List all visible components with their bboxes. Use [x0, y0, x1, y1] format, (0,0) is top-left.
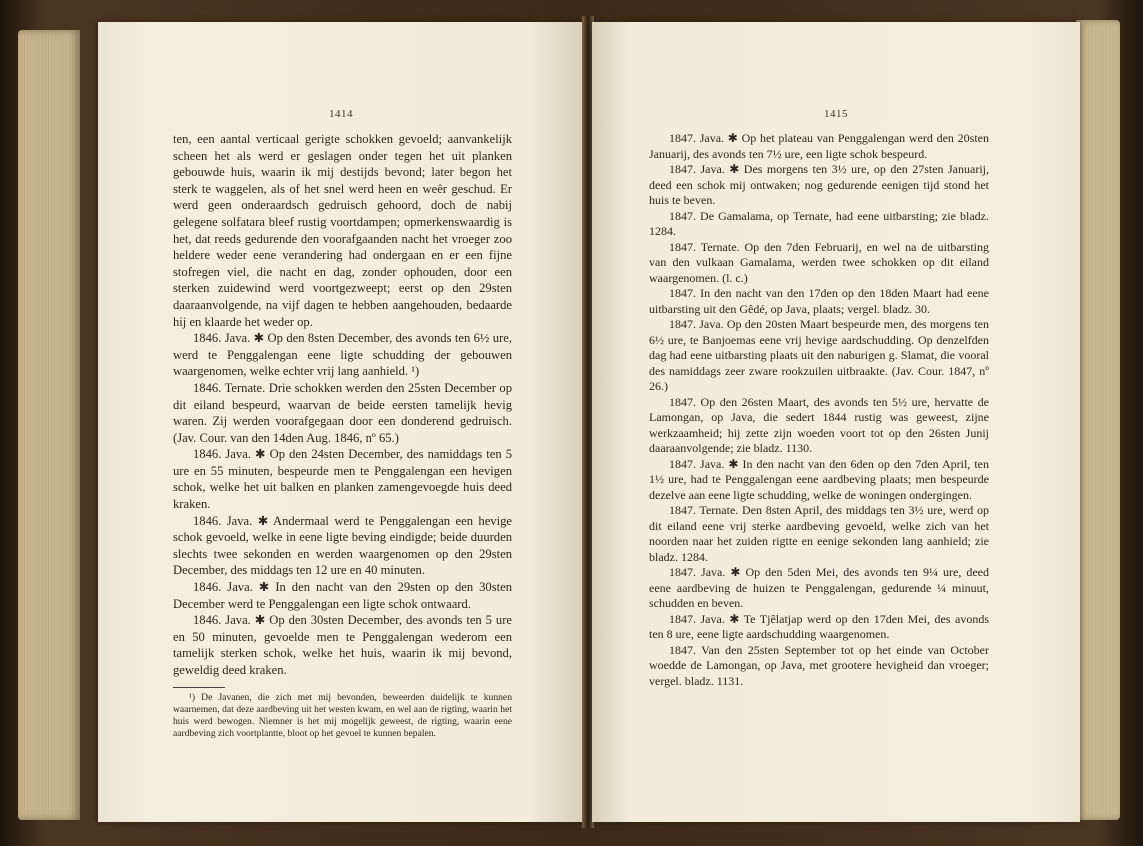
paragraph: 1847. Ternate. Den 8sten April, des middags ten 3½ ure, werd op dit eiland eene vrij sterke aardbeving gevoeld, welke zich van het noorden naar het zuiden rigtte en eenige sekonden lang aanhield; zie bladz. 1284.: [649, 503, 989, 564]
page-number: 1415: [824, 108, 848, 120]
paragraph: 1846. Java. ✱ Op den 24sten December, des namiddags ten 5 ure en 55 minuten, bespeurde men te Penggalengan een hevigen schok, welke het uit balken en planken zamengevoegde huis deed kraken.: [173, 447, 512, 512]
paragraph: 1846. Java. ✱ Op den 8sten December, des avonds ten 6½ ure, werd te Penggalengan eene ligte schudding der gebouwen waargenomen, welke echter vrij lang aanhield. ¹): [173, 331, 512, 379]
right-page: [592, 22, 1080, 822]
page-edges-right: [1076, 20, 1120, 820]
paragraph: 1846. Java. ✱ Op den 30sten December, des avonds ten 5 ure en 50 minuten, gevoelde men te Penggalengan wederom een tamelijk sterken schok, welke het huis, waarin ik mij bevond, geweldig deed kraken.: [173, 613, 512, 677]
paragraph: 1847. Op den 26sten Maart, des avonds ten 5½ ure, hervatte de Lamongan, op Java, die sedert 1844 rustig was geweest, zijne werkzaamheid; hij zette zijn woeden voort tot op den 26sten Junij daaraanvolgende; zie bladz. 1130.: [649, 394, 989, 455]
paragraph: 1847. Java. Op den 20sten Maart bespeurde men, des morgens ten 6½ ure, te Banjoemas eene vrij hevige aardschudding. Op denzelfden dag had eene uitbarsting plaats uit den naburigen g. Slamat, die vooral des namiddags zeer zware rookzuilen uitbraakte. (Jav. Cour. 1847, nº 26.): [649, 317, 989, 393]
page-edges-left: [18, 30, 80, 820]
paragraph: 1846. Ternate. Drie schokken werden den 25sten December op dit eiland bespeurd, waarvan de beide eersten tamelijk hevig waren. Zij werden voorafgegaan door een donderend gedruisch. (Jav. Cour. van den 14den Aug. 1846, nº 65.): [173, 380, 512, 445]
paragraph: 1846. Java. ✱ In den nacht van den 29sten op den 30sten December werd te Penggalengan een ligte schok ontwaard.: [173, 580, 512, 611]
paragraph: 1847. Java. ✱ Te Tjêlatjap werd op den 17den Mei, des avonds ten 8 ure, eene ligte aardschudding waargenomen.: [649, 611, 989, 641]
paragraph: 1847. Java. ✱ Op den 5den Mei, des avonds ten 9¼ ure, deed eene aardbeving de huizen te Penggalengan, gedurende ¼ minuut, schudden en beven.: [649, 565, 989, 610]
paragraph: 1847. Java. ✱ Des morgens ten 3½ ure, op den 27sten Januarij, deed een schok mij ontwaken; nog gedurende eenigen tijd stond het huis te beven.: [649, 162, 989, 207]
page-body: [173, 131, 512, 740]
page-number: 1414: [329, 108, 353, 120]
paragraph: 1847. De Gamalama, op Ternate, had eene uitbarsting; zie bladz. 1284.: [649, 208, 989, 238]
paragraph: 1847. Van den 25sten September tot op het einde van October woedde de Lamongan, op Java, met grootere hevigheid dan vroeger; vergel. bladz. 1131.: [649, 642, 989, 688]
paragraph: 1847. Java. ✱ Op het plateau van Penggalengan werd den 20sten Januarij, des avonds ten 7½ ure, een ligte schok bespeurd.: [649, 131, 989, 161]
paragraph: 1847. In den nacht van den 17den op den 18den Maart had eene uitbarsting uit den Gêdé, op Java, plaats; vergel. bladz. 30.: [649, 286, 989, 316]
paragraph: ten, een aantal verticaal gerigte schokken gevoeld; aanvankelijk scheen het als werd er geslagen onder tegen het uit planken gebouwde huis, waarin ik mij destijds bevond; later begon het sterk te waggelen, als of het snel werd heen en weêr geschud. Er werd geen onderaardsch gedruisch gehoord, doch de nabij gelegene solfatara bleef rustig voortdampen; opmerkenswaardig is het, dat reeds gedurende den voorafgaanden nacht het vroeger zoo heldere weder eene verandering had ondergaan en er een fijne stofregen viel, die nacht en dag, zonder ophouden, door een sterken zuidewind werd voortgezweept; eerst op den 29sten daaraanvolgende, na vijf dagen te hebben aangehouden, bedaarde hij en klaarde het weder op.: [173, 132, 512, 329]
page-body: [649, 131, 989, 689]
footnote: ¹) De Javanen, die zich met mij bevonden, beweerden duidelijk te kunnen waarnemen, dat deze aardbeving uit het westen kwam, en wel aan de rigting, waarin het huis werd bewogen. Niemner is het mij mogelijk geweest, de rigting, waarin eene aardbeving zich voortplantte, bloot op het gevoel te kunnen bepalen.: [173, 691, 512, 740]
left-page: [98, 22, 584, 822]
paragraph: 1847. Java. ✱ In den nacht van den 6den op den 7den April, ten 1½ ure, had te Penggalengan eene aardbeving plaats; men bespeurde dezelve aan eene ligte schudding, welke de woningen ondergingen.: [649, 456, 989, 502]
paragraph: 1847. Ternate. Op den 7den Februarij, en wel na de uitbarsting van den vulkaan Gamalama, werden twee schokken op dit eiland waargenomen. (l. c.): [649, 239, 989, 285]
footnote-rule: [173, 687, 225, 688]
paragraph: 1846. Java. ✱ Andermaal werd te Penggalengan een hevige schok gevoeld, welke in eene ligte beving eindigde; beide duurden slechts twee sekonden en werden waargenomen op den 29sten December, des middags ten 12 ure en 40 minuten.: [173, 513, 512, 578]
